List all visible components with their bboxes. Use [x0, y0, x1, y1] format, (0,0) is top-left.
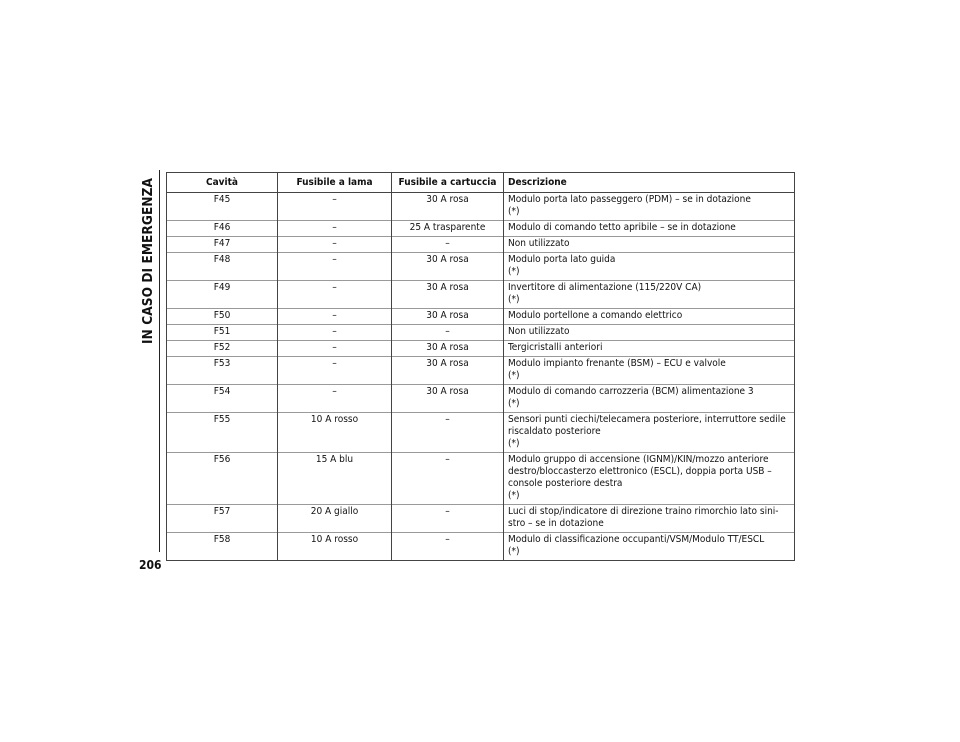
table-row	[167, 281, 795, 309]
table-row	[167, 253, 795, 281]
cell-description	[504, 237, 795, 253]
cell-cavity: F47	[167, 237, 278, 253]
cell-blade-fuse: –	[278, 357, 392, 385]
section-title-text: IN CASO DI EMERGENZA	[140, 177, 156, 344]
cell-cartridge-fuse: –	[392, 237, 504, 253]
description-text: Non utilizzato	[508, 238, 570, 249]
cell-cavity: F55	[167, 413, 278, 453]
cell-description	[504, 533, 795, 561]
table-row	[167, 357, 795, 385]
table-header-row	[167, 173, 795, 193]
cell-description	[504, 325, 795, 341]
cell-blade-fuse: –	[278, 385, 392, 413]
cell-blade-fuse: –	[278, 253, 392, 281]
cell-cavity: F58	[167, 533, 278, 561]
cell-cavity: F50	[167, 309, 278, 325]
description-note: (*)	[508, 490, 520, 501]
cell-cavity: F51	[167, 325, 278, 341]
cell-cartridge-fuse: –	[392, 413, 504, 453]
description-text: Tergicristalli anteriori	[508, 342, 603, 353]
description-text: Non utilizzato	[508, 326, 570, 337]
cell-cavity: F46	[167, 221, 278, 237]
cell-cavity: F57	[167, 505, 278, 533]
cell-description	[504, 413, 795, 453]
cell-cartridge-fuse: 30 A rosa	[392, 253, 504, 281]
description-text: Modulo di comando tetto apribile – se in dotazione	[508, 222, 736, 233]
cell-description	[504, 453, 795, 505]
cell-blade-fuse: 10 A rosso	[278, 413, 392, 453]
description-text: Modulo portellone a comando elettrico	[508, 310, 683, 321]
description-text: Invertitore di alimentazione (115/220V CA)	[508, 282, 702, 293]
fuse-table-body	[167, 193, 795, 561]
description-text: Modulo di comando carrozzeria (BCM) alimentazione 3	[508, 386, 754, 397]
cell-cartridge-fuse: –	[392, 453, 504, 505]
table-row	[167, 325, 795, 341]
description-text: Sensori punti ciechi/telecamera posteriore, interruttore sedile riscaldato posteriore	[508, 414, 786, 437]
cell-blade-fuse: –	[278, 193, 392, 221]
table-row	[167, 221, 795, 237]
cell-cavity: F53	[167, 357, 278, 385]
section-divider	[159, 170, 160, 552]
cell-cartridge-fuse: 30 A rosa	[392, 309, 504, 325]
cell-cartridge-fuse: 30 A rosa	[392, 357, 504, 385]
cell-description	[504, 193, 795, 221]
description-note: (*)	[508, 370, 520, 381]
header-cavity: Cavità	[167, 173, 278, 193]
cell-cartridge-fuse: –	[392, 505, 504, 533]
cell-blade-fuse: 15 A blu	[278, 453, 392, 505]
cell-cartridge-fuse: 25 A trasparente	[392, 221, 504, 237]
table-row	[167, 309, 795, 325]
description-text: Luci di stop/indicatore di direzione traino rimorchio lato sini- stro – se in dotazione	[508, 506, 779, 529]
section-title-vertical	[137, 172, 159, 344]
description-note: (*)	[508, 546, 520, 557]
cell-blade-fuse: 20 A giallo	[278, 505, 392, 533]
cell-description	[504, 281, 795, 309]
table-row	[167, 453, 795, 505]
description-text: Modulo porta lato passeggero (PDM) – se in dotazione	[508, 194, 751, 205]
table-row	[167, 413, 795, 453]
cell-cavity: F48	[167, 253, 278, 281]
description-text: Modulo porta lato guida	[508, 254, 616, 265]
cell-cartridge-fuse: 30 A rosa	[392, 341, 504, 357]
cell-description	[504, 253, 795, 281]
cell-blade-fuse: –	[278, 281, 392, 309]
cell-cavity: F45	[167, 193, 278, 221]
fuse-table	[166, 172, 795, 561]
cell-blade-fuse: 10 A rosso	[278, 533, 392, 561]
cell-description	[504, 221, 795, 237]
cell-cartridge-fuse: –	[392, 325, 504, 341]
description-note: (*)	[508, 266, 520, 277]
header-blade-fuse: Fusibile a lama	[278, 173, 392, 193]
cell-blade-fuse: –	[278, 309, 392, 325]
cell-description	[504, 309, 795, 325]
page-number: 206	[139, 558, 162, 572]
table-row	[167, 341, 795, 357]
cell-description	[504, 341, 795, 357]
description-text: Modulo di classificazione occupanti/VSM/Modulo TT/ESCL	[508, 534, 765, 545]
cell-description	[504, 385, 795, 413]
table-row	[167, 193, 795, 221]
cell-blade-fuse: –	[278, 341, 392, 357]
cell-blade-fuse: –	[278, 237, 392, 253]
description-note: (*)	[508, 206, 520, 217]
description-note: (*)	[508, 294, 520, 305]
cell-cartridge-fuse: 30 A rosa	[392, 193, 504, 221]
table-row	[167, 505, 795, 533]
cell-cartridge-fuse: 30 A rosa	[392, 385, 504, 413]
cell-cavity: F52	[167, 341, 278, 357]
cell-cartridge-fuse: 30 A rosa	[392, 281, 504, 309]
header-cartridge-fuse: Fusibile a cartuccia	[392, 173, 504, 193]
cell-cartridge-fuse: –	[392, 533, 504, 561]
description-note: (*)	[508, 438, 520, 449]
description-text: Modulo gruppo di accensione (IGNM)/KIN/mozzo anteriore destro/bloccasterzo elettronico (ESCL), doppia porta USB – console posteriore destra	[508, 454, 772, 489]
cell-blade-fuse: –	[278, 221, 392, 237]
header-description: Descrizione	[504, 173, 795, 193]
cell-cavity: F49	[167, 281, 278, 309]
cell-blade-fuse: –	[278, 325, 392, 341]
table-row	[167, 533, 795, 561]
description-text: Modulo impianto frenante (BSM) – ECU e valvole	[508, 358, 726, 369]
cell-description	[504, 357, 795, 385]
table-row	[167, 237, 795, 253]
cell-cavity: F56	[167, 453, 278, 505]
cell-description	[504, 505, 795, 533]
table-row	[167, 385, 795, 413]
description-note: (*)	[508, 398, 520, 409]
cell-cavity: F54	[167, 385, 278, 413]
